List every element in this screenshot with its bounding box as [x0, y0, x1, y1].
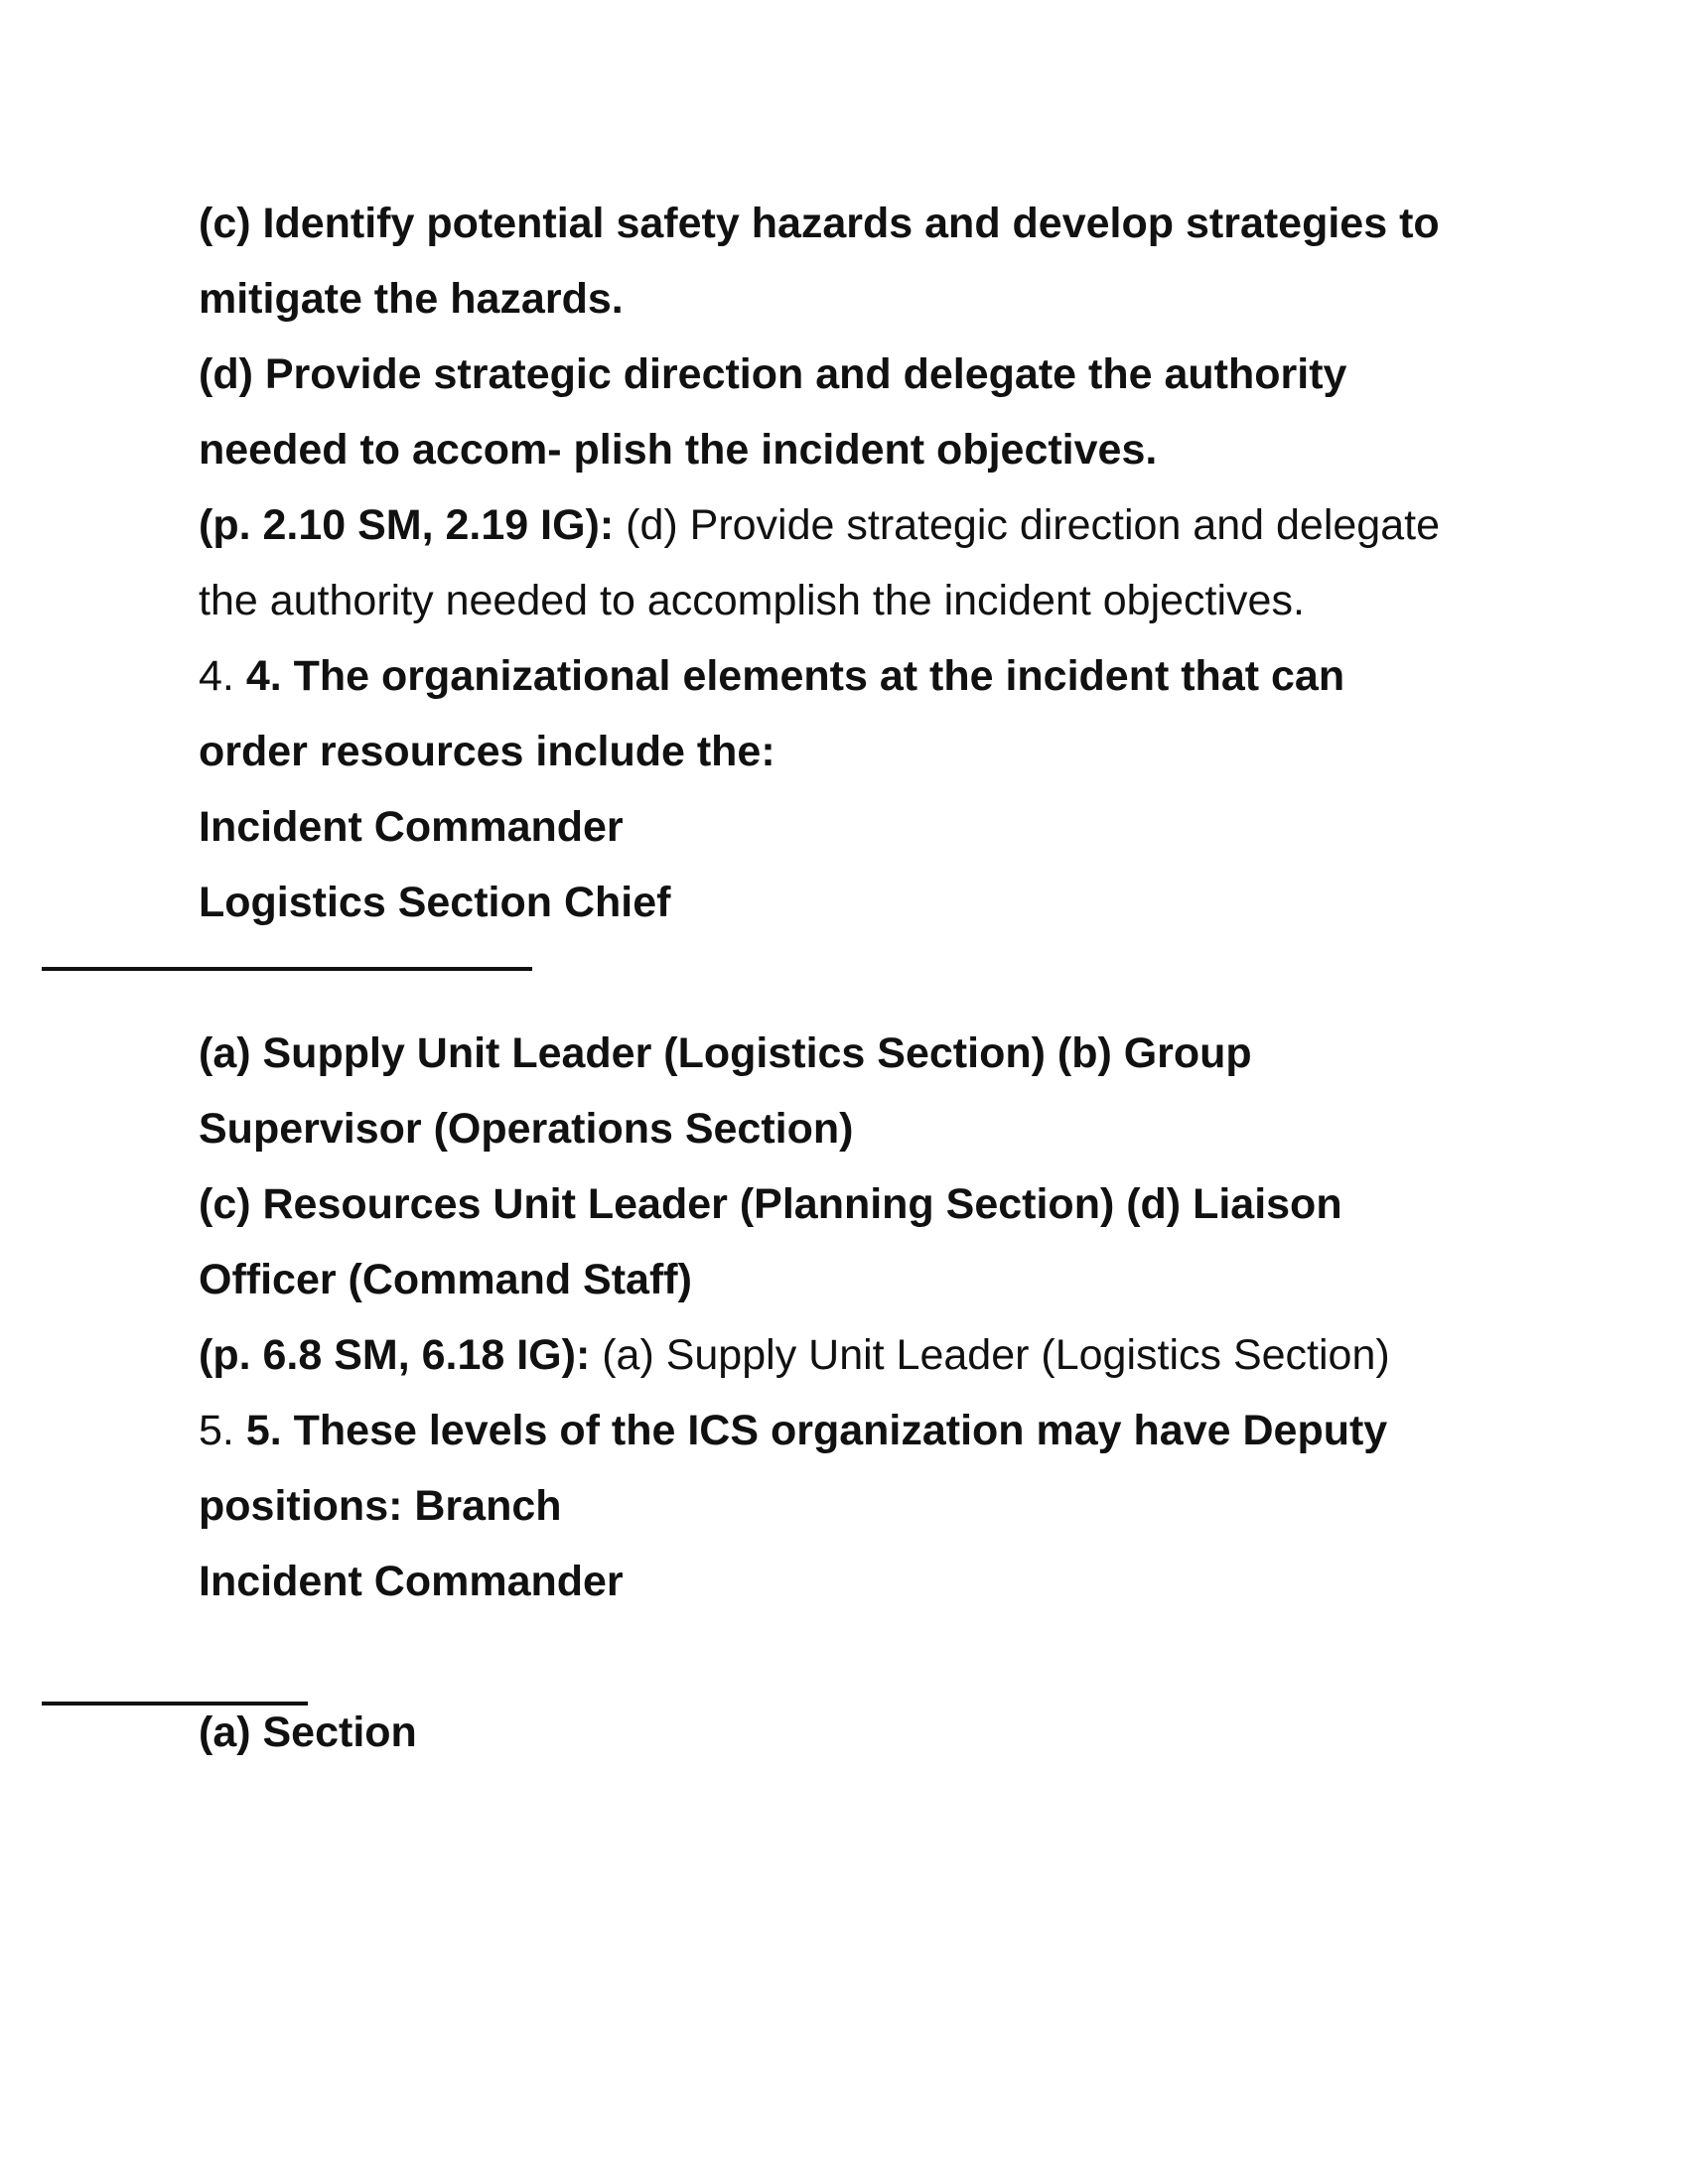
question-4-number: 4. [199, 652, 234, 700]
question-4-choice-ab-line-1: (a) Supply Unit Leader (Logistics Section) (b) Group [199, 1029, 1252, 1077]
answer-3-text: (d) Provide strategic direction and delegate [614, 501, 1440, 549]
question-5-choice-a: (a) Section [199, 1708, 417, 1756]
question-5-number: 5. [199, 1407, 234, 1454]
question-4-line-2: order resources include the: [199, 728, 775, 775]
question-5-line-1 [199, 1393, 1489, 1468]
question-5-text: 5. These levels of the ICS organization may have Deputy [245, 1407, 1388, 1454]
option-c-line-1: (c) Identify potential safety hazards and develop strategies to [199, 200, 1440, 247]
answer-3-reference: (p. 2.10 SM, 2.19 IG): [199, 501, 615, 549]
answer-3-line-2: the authority needed to accomplish the incident objectives. [199, 577, 1305, 624]
answer-4-reference: (p. 6.8 SM, 6.18 IG): [199, 1331, 591, 1379]
question-5-line-2: positions: Branch [199, 1482, 562, 1530]
answer-4-text: (a) Supply Unit Leader (Logistics Section) [590, 1331, 1390, 1379]
question-4-option-logistics-section-chief: Logistics Section Chief [199, 879, 671, 926]
question-4-line-1 [199, 638, 1489, 714]
option-d-line-2: needed to accom- plish the incident objectives. [199, 426, 1158, 474]
question-5-option-incident-commander: Incident Commander [199, 1558, 624, 1605]
question-4-text: 4. The organizational elements at the incident that can [245, 652, 1345, 700]
question-4-choice-cd-line-2: Officer (Command Staff) [199, 1256, 692, 1303]
option-c-line-2: mitigate the hazards. [199, 275, 624, 323]
answer-3-line-1 [199, 487, 1489, 563]
question-4-option-incident-commander: Incident Commander [199, 803, 624, 851]
question-4-choice-cd-line-1: (c) Resources Unit Leader (Planning Section) (d) Liaison [199, 1180, 1342, 1228]
answer-4-line [199, 1317, 1489, 1393]
option-d-line-1: (d) Provide strategic direction and delegate the authority [199, 350, 1347, 398]
answer-blank-rule [42, 967, 532, 971]
question-4-choice-ab-line-2: Supervisor (Operations Section) [199, 1105, 854, 1153]
